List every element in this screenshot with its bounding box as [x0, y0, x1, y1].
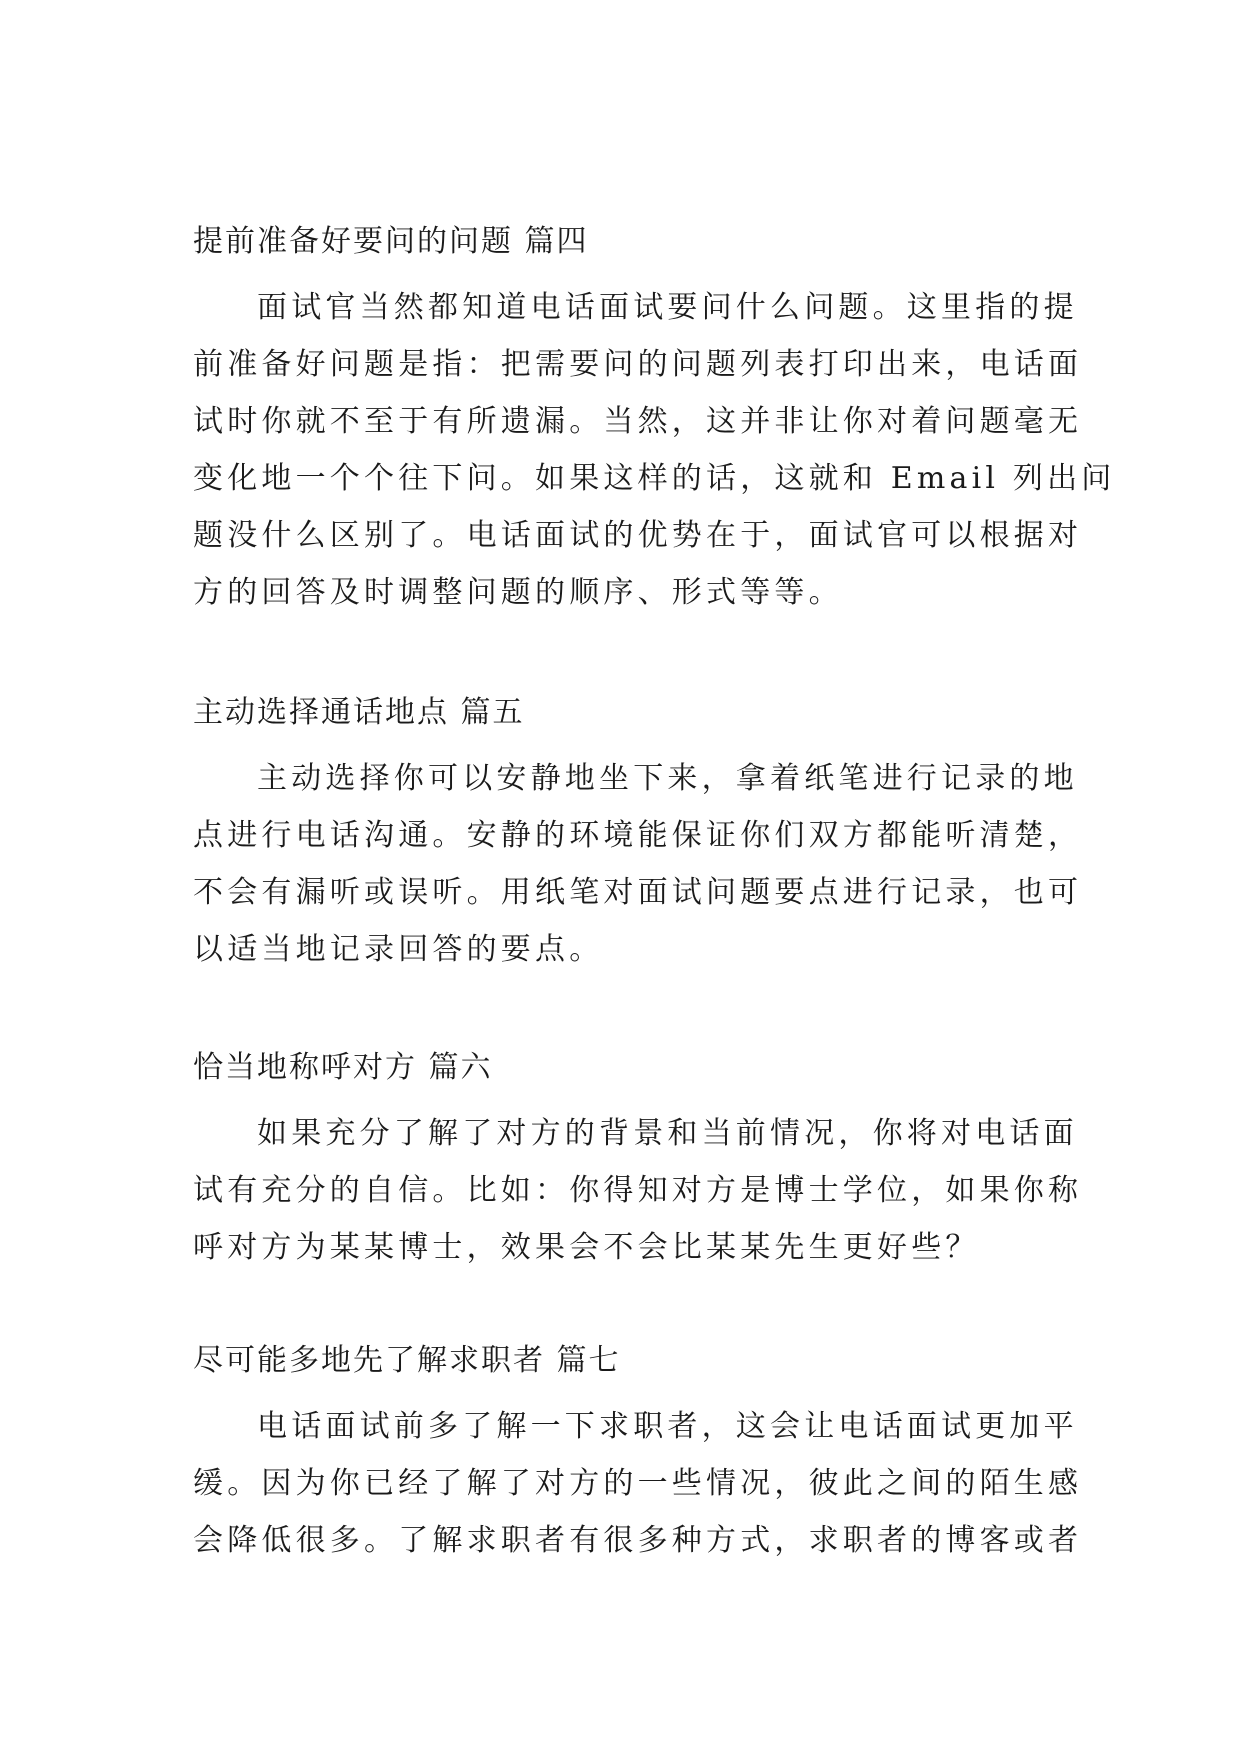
- paragraph-line: 题没什么区别了。电话面试的优势在于，面试官可以根据对: [193, 518, 1083, 553]
- paragraph-line: 面试官当然都知道电话面试要问什么问题。这里指的提: [257, 290, 1078, 325]
- paragraph-line: 试时你就不至于有所遗漏。当然，这并非让你对着问题毫无: [193, 404, 1083, 439]
- section-heading: 提前准备好要问的问题 篇四: [193, 224, 589, 259]
- paragraph-line: 以适当地记录回答的要点。: [193, 932, 604, 967]
- section-4: [193, 222, 1116, 613]
- paragraph-line: 试有充分的自信。比如：你得知对方是博士学位，如果你称: [193, 1173, 1083, 1208]
- paragraph-line: 不会有漏听或误听。用纸笔对面试问题要点进行记录，也可: [193, 875, 1083, 910]
- paragraph-line: 电话面试前多了解一下求职者，这会让电话面试更加平: [257, 1409, 1078, 1444]
- section-heading: 主动选择通话地点 篇五: [193, 695, 525, 730]
- paragraph-line: 呼对方为某某博士，效果会不会比某某先生更好些？: [193, 1230, 980, 1265]
- section-7: [193, 1341, 1083, 1561]
- paragraph-line: 会降低很多。了解求职者有很多种方式，求职者的博客或者: [193, 1523, 1083, 1558]
- paragraph-line: 点进行电话沟通。安静的环境能保证你们双方都能听清楚，: [193, 818, 1083, 853]
- paragraph-line: 如果充分了解了对方的背景和当前情况，你将对电话面: [257, 1116, 1078, 1151]
- paragraph-line: 前准备好问题是指：把需要问的问题列表打印出来，电话面: [193, 347, 1083, 382]
- section-heading: 尽可能多地先了解求职者 篇七: [193, 1343, 621, 1378]
- section-heading: 恰当地称呼对方 篇六: [193, 1050, 493, 1085]
- paragraph-line: 方的回答及时调整问题的顺序、形式等等。: [193, 575, 843, 610]
- paragraph-line: 主动选择你可以安静地坐下来，拿着纸笔进行记录的地: [257, 761, 1078, 796]
- section-6: [193, 1048, 1083, 1268]
- section-5: [193, 693, 1083, 970]
- paragraph-line: 变化地一个个往下问。如果这样的话，这就和 Email 列出问: [193, 461, 1116, 496]
- paragraph-line: 缓。因为你已经了解了对方的一些情况，彼此之间的陌生感: [193, 1466, 1083, 1501]
